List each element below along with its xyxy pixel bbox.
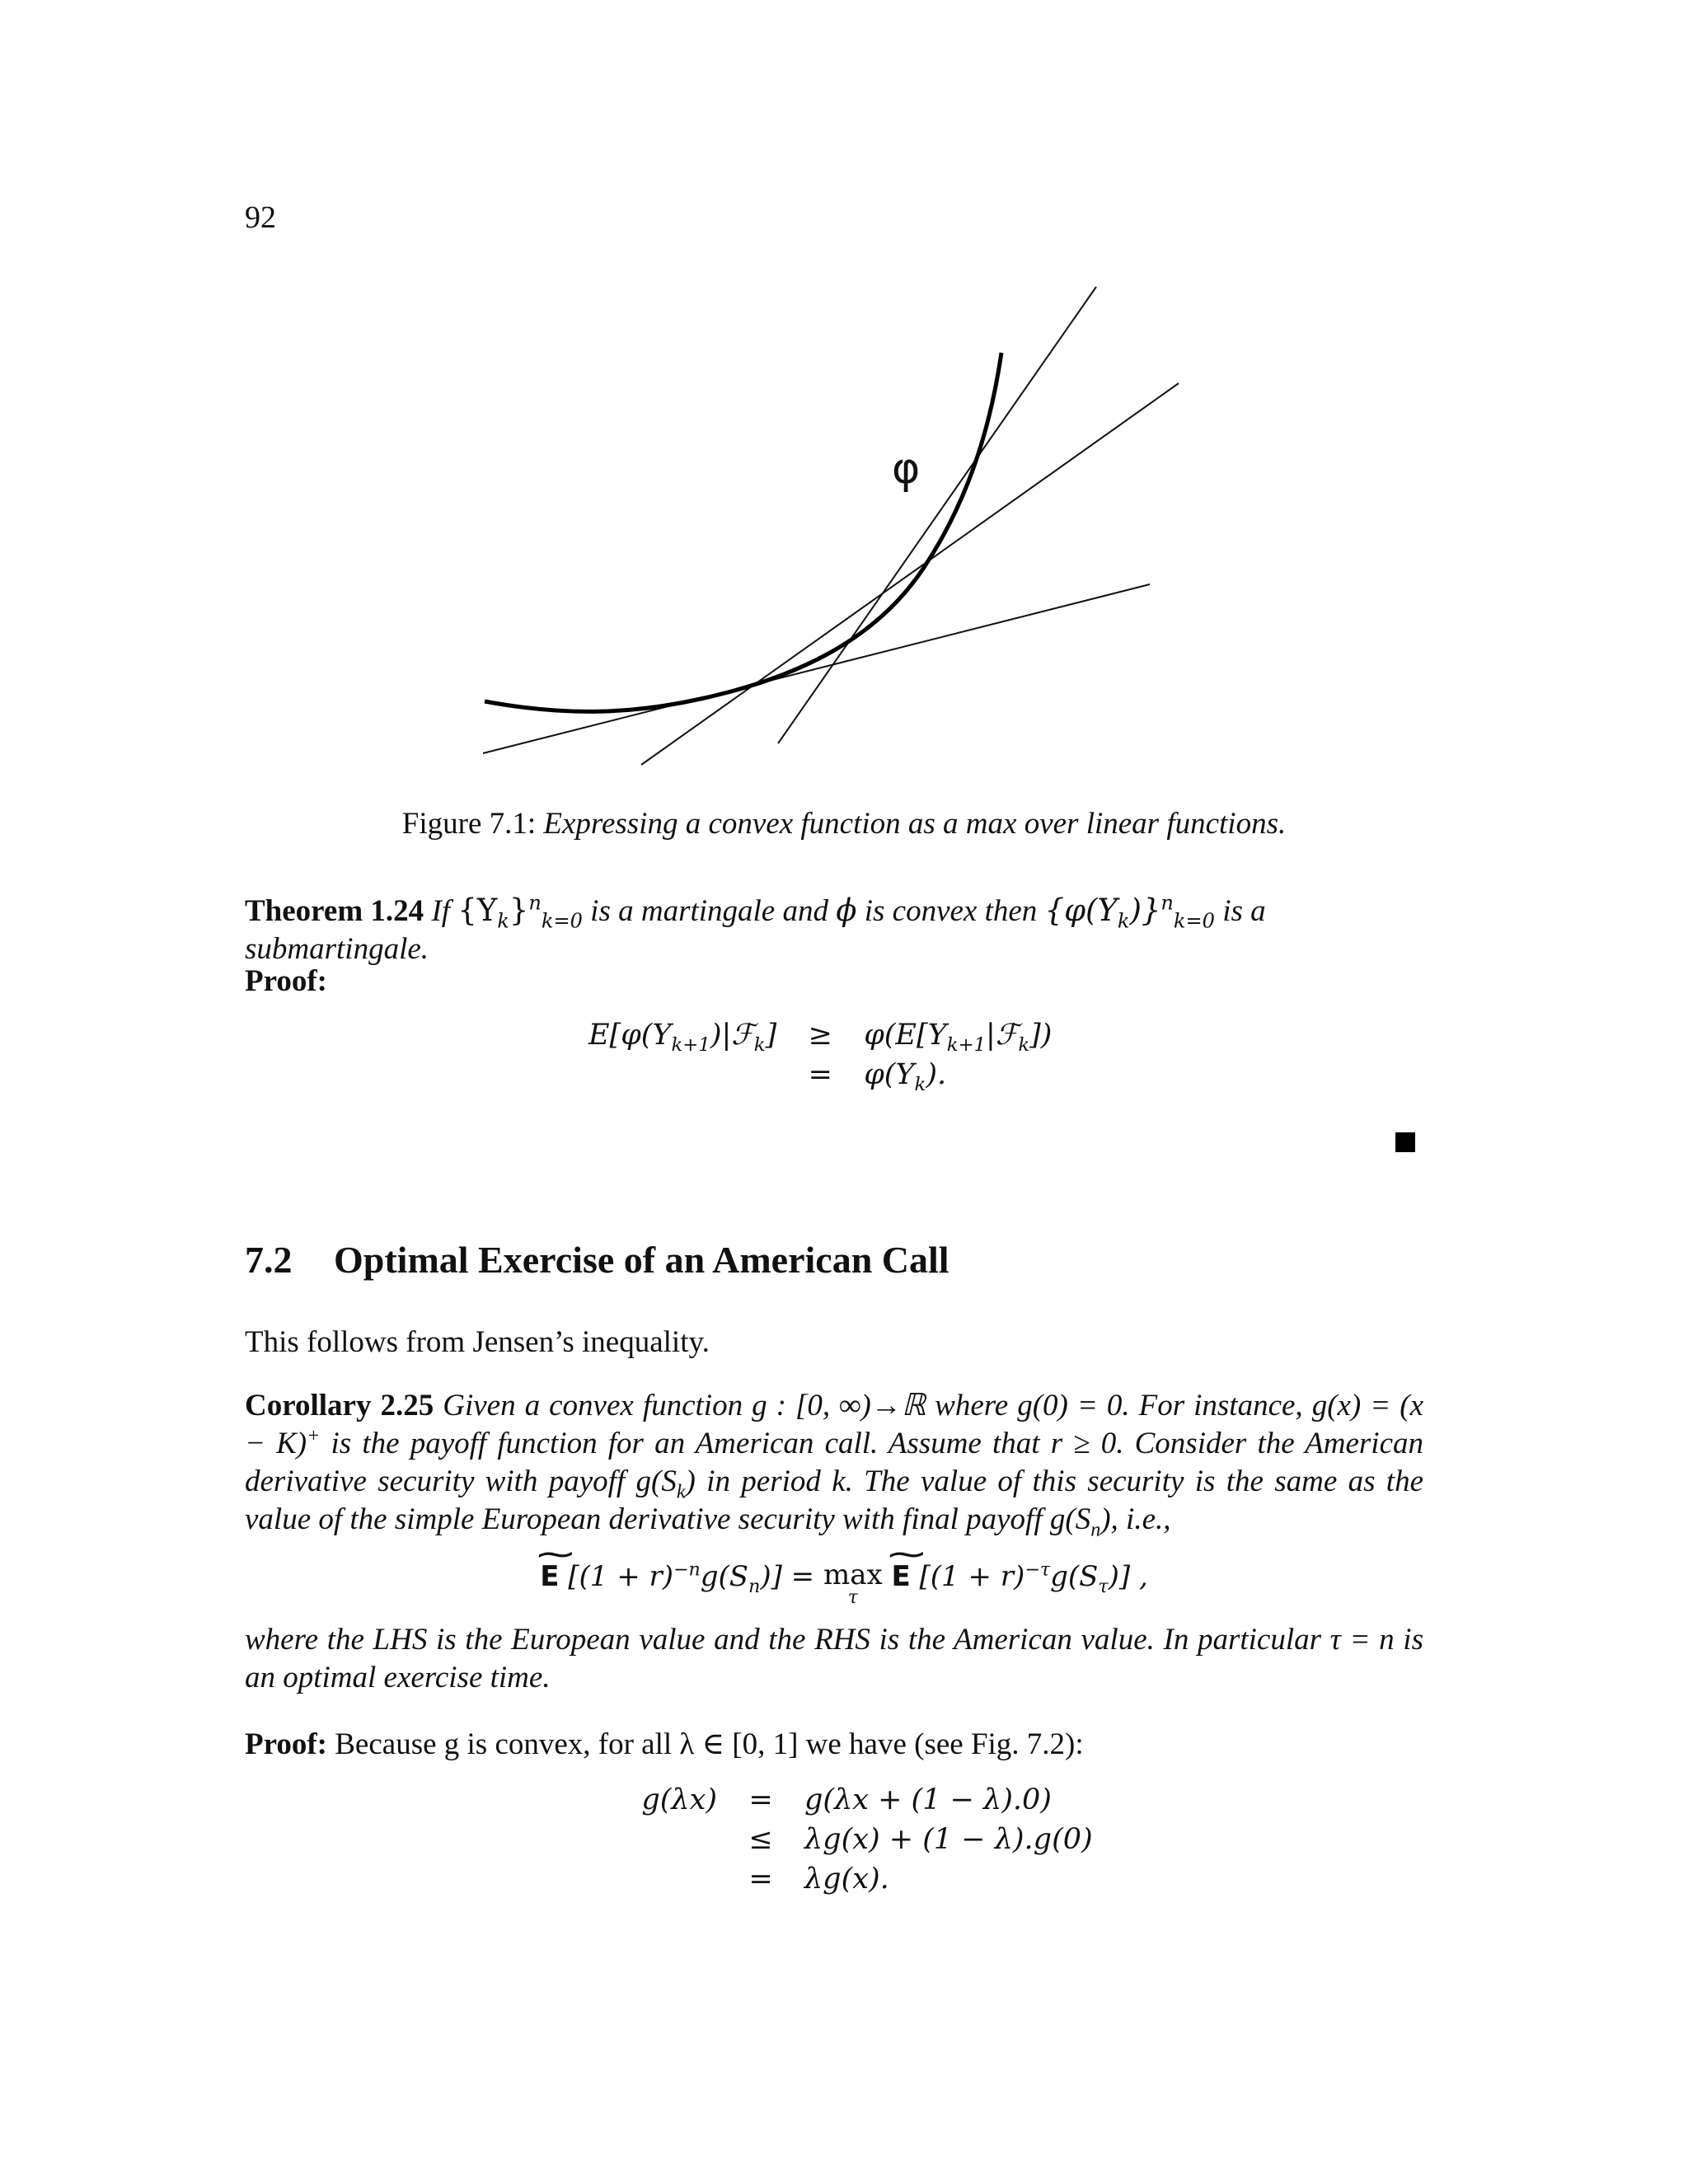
section-title: Optimal Exercise of an American Call (334, 1239, 950, 1281)
eq-rhs (852, 1055, 1063, 1094)
math-token: [(1 + r) (919, 1560, 1025, 1593)
math-token: ]) (1029, 1019, 1053, 1052)
figure-convex-function (0, 0, 1688, 808)
eq-lhs: g(λx) (641, 1783, 717, 1816)
math-sub: k (676, 1481, 686, 1503)
equation-row (615, 1780, 1104, 1820)
proof-text: Because g is convex, for all λ ∈ [0, 1] we have (see Fig. 7.2): (335, 1727, 1084, 1761)
theorem-label: Theorem 1.24 (245, 894, 424, 928)
proof-2-paragraph (245, 1726, 1423, 1764)
math-token: g(S (700, 1560, 749, 1593)
caption-prefix: Figure 7.1: (401, 807, 537, 841)
proof-label: Proof: (245, 964, 327, 998)
math-token: φ(E[Y (864, 1019, 947, 1052)
math-token: |ℱ (986, 1019, 1019, 1052)
figure-caption (0, 806, 1688, 841)
math-token: φ(Y (864, 1058, 915, 1091)
math-sub: k (1117, 909, 1130, 933)
corollary-text: is the payoff function for an American call. Assume that r ≥ 0. Consider the American derivative security with payoff g(S (245, 1427, 1423, 1498)
tangent-line-shallow (483, 584, 1150, 753)
theorem-text: is a submartingale. (245, 894, 1266, 966)
math-sup: −n (673, 1558, 701, 1581)
eq-relation: = (808, 1058, 832, 1091)
math-sub: k=0 (541, 909, 583, 933)
equation-row (615, 1859, 1104, 1899)
math-sub: n (748, 1575, 761, 1597)
convex-curve (485, 353, 1001, 711)
math-token: {Y (457, 893, 498, 928)
math-token: [(1 + r) (568, 1560, 674, 1593)
eq-relation: = (748, 1783, 773, 1816)
math-sub: k (914, 1074, 926, 1095)
eq-lhs (577, 1055, 788, 1094)
math-sub: k (497, 909, 509, 933)
corollary-label: Corollary 2.25 (245, 1389, 434, 1422)
eq-lhs (577, 1015, 788, 1055)
theorem-text: is a martingale and (590, 894, 828, 928)
intro-paragraph: This follows from Jensen’s inequality. (245, 1325, 710, 1359)
math-sub: k+1 (946, 1034, 987, 1056)
math-token: )] = (760, 1560, 815, 1593)
eq-rhs: λg(x) + (1 − λ).g(0) (804, 1823, 1093, 1856)
section-number: 7.2 (245, 1239, 293, 1281)
tangent-line-medium (641, 383, 1179, 765)
max-word: max (823, 1558, 883, 1591)
eq-rhs (852, 1015, 1063, 1055)
corollary-text: ), i.e., (1100, 1502, 1171, 1536)
proof-equation (577, 1015, 1063, 1094)
equation-row (577, 1055, 1063, 1094)
math-token: g(S (1050, 1560, 1099, 1593)
eq-relation: ≤ (748, 1823, 773, 1856)
math-sub: k=0 (1173, 909, 1215, 933)
theorem-math-phi: ϕ (836, 893, 857, 928)
corollary-after-text: where the LHS is the European value and the RHS is the American value. In particular τ = n is an optimal exercise time. (245, 1623, 1423, 1694)
math-token: )] , (1108, 1560, 1148, 1593)
math-token: ). (926, 1058, 947, 1091)
math-sup: n (528, 891, 542, 915)
math-token: )} (1129, 893, 1161, 928)
tangent-line-steep (778, 287, 1096, 743)
math-sub: τ (1098, 1575, 1109, 1597)
eq-lhs (615, 1820, 729, 1859)
section-heading (245, 1238, 950, 1282)
math-sub: k (1018, 1034, 1030, 1056)
equation-row (577, 1015, 1063, 1055)
expectation-tilde-e: ~ E (540, 1560, 559, 1593)
math-token: {φ(Y (1044, 893, 1118, 928)
math-token: E[φ(Y (588, 1019, 672, 1052)
expectation-tilde-e: ~ E (891, 1560, 910, 1593)
corollary-2-25 (245, 1387, 1423, 1539)
math-sup: + (307, 1425, 321, 1447)
qed-square-icon (1395, 1132, 1415, 1152)
equation-row (615, 1820, 1104, 1859)
eq-relation: ≥ (808, 1019, 832, 1052)
theorem-text: If (431, 894, 451, 928)
theorem-math-sequence-phi (1044, 891, 1215, 933)
eq-relation: = (748, 1863, 773, 1896)
theorem-text: is convex then (864, 894, 1038, 928)
eq-rhs: λg(x). (804, 1863, 889, 1896)
eq-rhs: g(λx + (1 − λ).0) (804, 1783, 1052, 1816)
corollary-text: ) in period k. The value of this security is the same as the value of the simple European derivative security with final payoff g(S (245, 1465, 1424, 1536)
caption-text: Expressing a convex function as a max over linear functions. (543, 807, 1287, 841)
math-sup: −τ (1025, 1558, 1051, 1581)
max-operator (823, 1560, 883, 1606)
eq-lhs (615, 1859, 729, 1899)
math-sub: k+1 (671, 1034, 710, 1056)
theorem-math-sequence (457, 891, 583, 933)
math-token: )|ℱ (710, 1019, 754, 1052)
max-subscript: τ (847, 1587, 858, 1608)
math-sub: k (753, 1034, 766, 1056)
math-sub: n (1090, 1519, 1101, 1541)
math-token: ] (765, 1019, 777, 1052)
proof-label: Proof: (245, 1727, 327, 1761)
math-token: } (509, 893, 529, 928)
proof-2-equation (615, 1780, 1104, 1899)
math-sup: n (1160, 891, 1174, 915)
page-number: 92 (245, 200, 276, 235)
theorem-1-24 (245, 892, 1423, 968)
curve-label-phi: φ (892, 444, 921, 494)
corollary-text: Given a convex function g : [0, ∞)→ℝ where g(0) = 0. For instance, g(x) = (x − K) (245, 1389, 1423, 1460)
corollary-equation (0, 1560, 1688, 1606)
